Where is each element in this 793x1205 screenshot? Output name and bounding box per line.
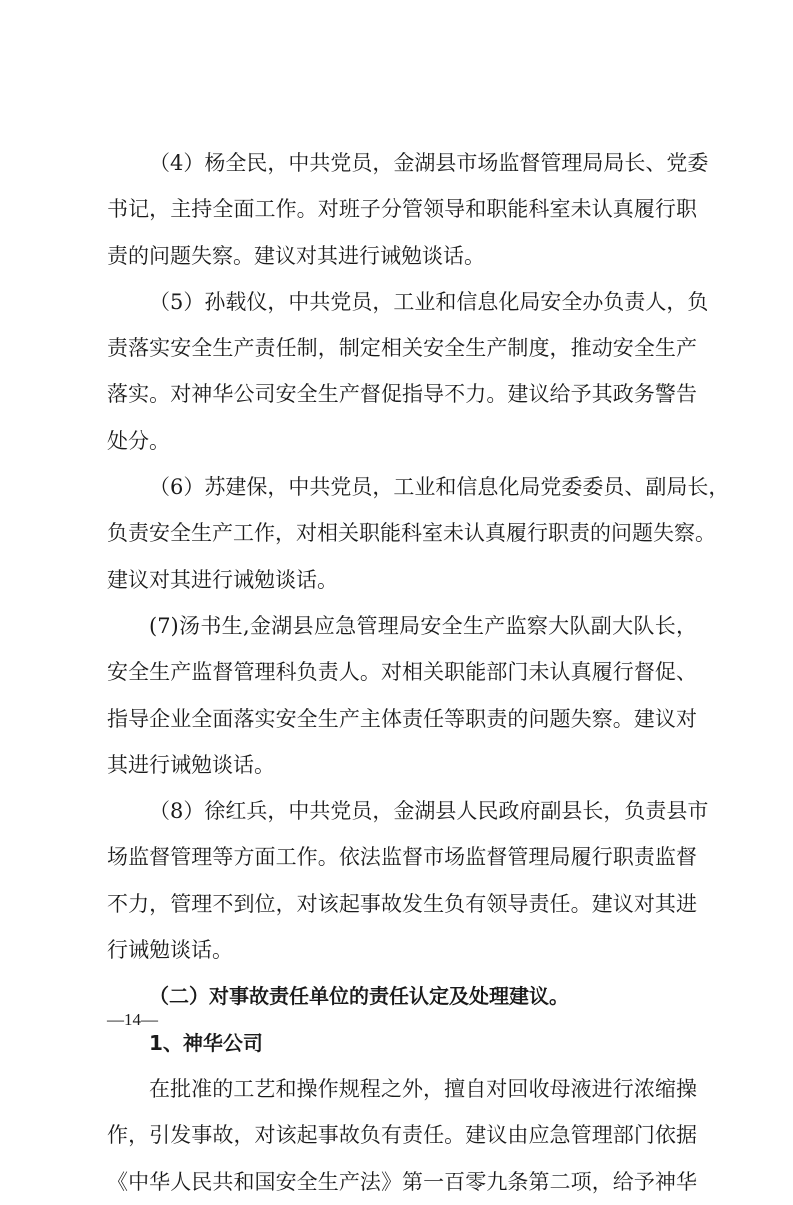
page-number: —14— (107, 1010, 158, 1029)
section-heading: （二）对事故责任单位的责任认定及处理建议。 (149, 984, 569, 1009)
paragraph-7-line-1: (7)汤书生,金湖县应急管理局安全生产监察大队副大队长， (149, 613, 697, 638)
paragraph-4-line-1: （4）杨全民，中共党员，金湖县市场监督管理局局长、党委 (149, 151, 709, 175)
paragraph-9-line-1: 在批准的工艺和操作规程之外，擅自对回收母液进行浓缩操 (149, 1076, 697, 1101)
paragraph-6-line-2: 负责安全生产工作，对相关职能科室未认真履行职责的问题失察。 (107, 521, 716, 546)
paragraph-5-line-3: 落实。对神华公司安全生产督促指导不力。建议给予其政务警告 (107, 382, 697, 407)
paragraph-8-line-4: 行诫勉谈话。 (107, 938, 233, 963)
paragraph-7-line-4: 其进行诫勉谈话。 (107, 752, 275, 777)
paragraph-8-line-2: 场监督管理等方面工作。依法监督市场监督管理局履行职责监督 (107, 845, 697, 870)
paragraph-4-line-2: 书记，主持全面工作。对班子分管领导和职能科室未认真履行职 (107, 197, 697, 222)
paragraph-7-line-3: 指导企业全面落实安全生产主体责任等职责的问题失察。建议对 (107, 706, 697, 731)
paragraph-5-line-2: 责落实安全生产责任制，制定相关安全生产制度，推动安全生产 (107, 336, 697, 361)
document-body (107, 140, 730, 1205)
paragraph-8-line-1: （8）徐红兵，中共党员，金湖县人民政府副县长，负责县市 (149, 799, 709, 824)
paragraph-6-line-1: （6）苏建保，中共党员，工业和信息化局党委委员、副局长， (149, 475, 730, 500)
paragraph-9-line-3: 《中华人民共和国安全生产法》第一百零九条第二项，给予神华 (107, 1169, 697, 1194)
paragraph-7-line-2: 安全生产监督管理科负责人。对相关职能部门未认真履行督促、 (107, 660, 697, 685)
paragraph-5-line-4: 处分。 (107, 428, 170, 453)
paragraph-8-line-3: 不力，管理不到位，对该起事故发生负有领导责任。建议对其进 (107, 891, 697, 916)
paragraph-6-line-3: 建议对其进行诫勉谈话。 (107, 567, 338, 592)
paragraph-9-line-2: 作，引发事故，对该起事故负有责任。建议由应急管理部门依据 (107, 1123, 697, 1148)
subsection-heading: 1、神华公司 (149, 1030, 263, 1055)
paragraph-5-line-1: （5）孙载仪，中共党员，工业和信息化局安全办负责人，负 (149, 289, 709, 314)
paragraph-4-line-3: 责的问题失察。建议对其进行诫勉谈话。 (107, 243, 485, 268)
